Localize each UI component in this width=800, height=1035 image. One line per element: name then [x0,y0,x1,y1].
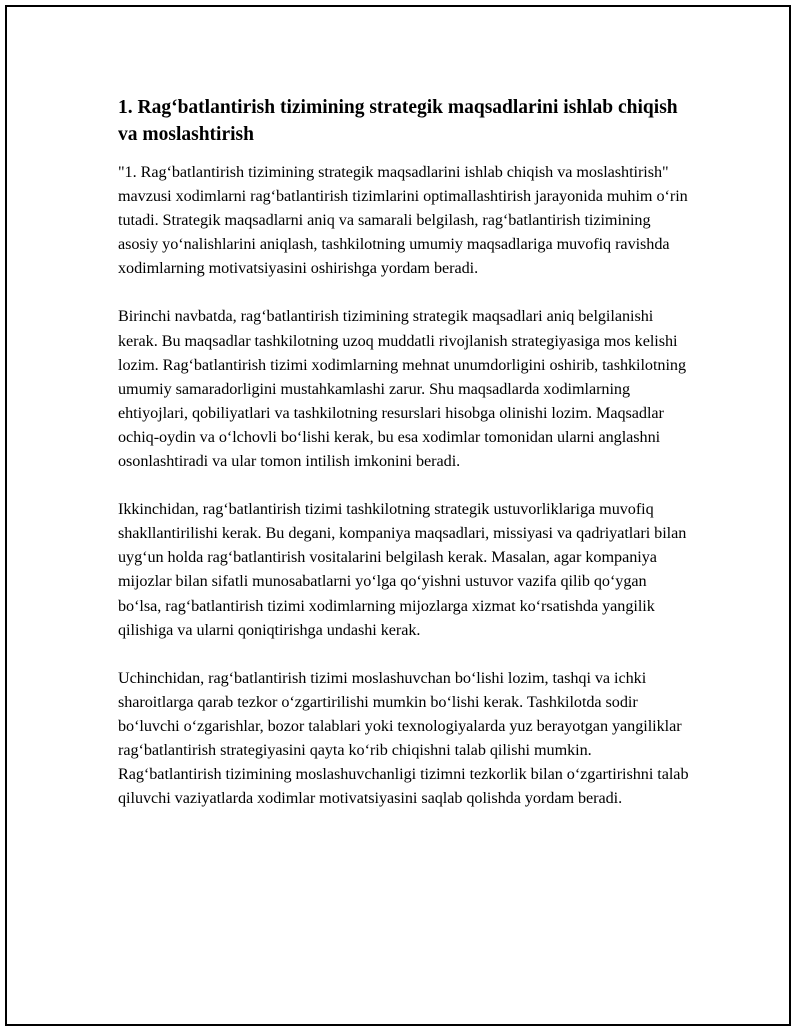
document-title: 1. Rag‘batlantirish tizimining strategik maqsadlarini ishlab chiqish va moslashtirish [118,97,678,145]
paragraph-intro: "1. Rag‘batlantirish tizimining strategik maqsadlarini ishlab chiqish va moslashtirish" mavzusi xodimlarni rag‘batlantirish tizimlarini optimallashtirish jarayonida muhim o‘rin tutadi. Strategik maqsadlarni aniq va samarali belgilash, rag‘batlantirish tizimining asosiy yo‘nalishlarini aniqlash, tashkilotning umumiy maqsadlariga muvofiq ravishda xodimlarning motivatsiyasini oshirishga yordam beradi. [118,163,688,278]
paragraph-second: Ikkinchidan, rag‘batlantirish tizimi tashkilotning strategik ustuvorliklariga muvofiq shakllantirilishi kerak. Bu degani, kompaniya maqsadlari, missiyasi va qadriyatlari bilan uyg‘un holda rag‘batlantirish vositalarini belgilash kerak. Masalan, agar kompaniya mijozlar bilan sifatli munosabatlarni yo‘lga qo‘yishni ustuvor vazifa qilib qo‘ygan bo‘lsa, rag‘batlantirish tizimi xodimlarning mijozlarga xizmat ko‘rsatishda yangilik qilishiga va ularni qoniqtirishga undashi kerak. [118,500,687,639]
paragraph-third: Uchinchidan, rag‘batlantirish tizimi moslashuvchan bo‘lishi lozim, tashqi va ichki sharoitlarga qarab tezkor o‘zgartirilishi mumkin bo‘lishi kerak. Tashkilotda sodir bo‘luvchi o‘zgarishlar, bozor talablari yoki texnologiyalarda yuz berayotgan yangiliklar rag‘batlantirish strategiyasini qayta ko‘rib chiqishni talab qilishi mumkin. Rag‘batlantirish tizimining moslashuvchanligi tizimni tezkorlik bilan o‘zgartirishni talab qiluvchi vaziyatlarda xodimlar motivatsiyasini saqlab qolishda yordam beradi. [118,668,689,808]
paragraph-first: Birinchi navbatda, rag‘batlantirish tizimining strategik maqsadlari aniq belgilanishi kerak. Bu maqsadlar tashkilotning uzoq muddatli rivojlanish strategiyasiga mos kelishi lozim. Rag‘batlantirish tizimi xodimlarning mehnat unumdorligini oshirib, tashkilotning umumiy samaradorligini mustahkamlashi zarur. Shu maqsadlarda xodimlarning ehtiyojlari, qobiliyatlari va tashkilotning resurslari hisobga olinishi lozim. Maqsadlar ochiq-oydin va o‘lchovli bo‘lishi kerak, bu esa xodimlar tomonidan ularni anglashni osonlashtiradi va ular tomon intilish imkonini beradi. [118,307,686,471]
document-body [118,94,693,834]
